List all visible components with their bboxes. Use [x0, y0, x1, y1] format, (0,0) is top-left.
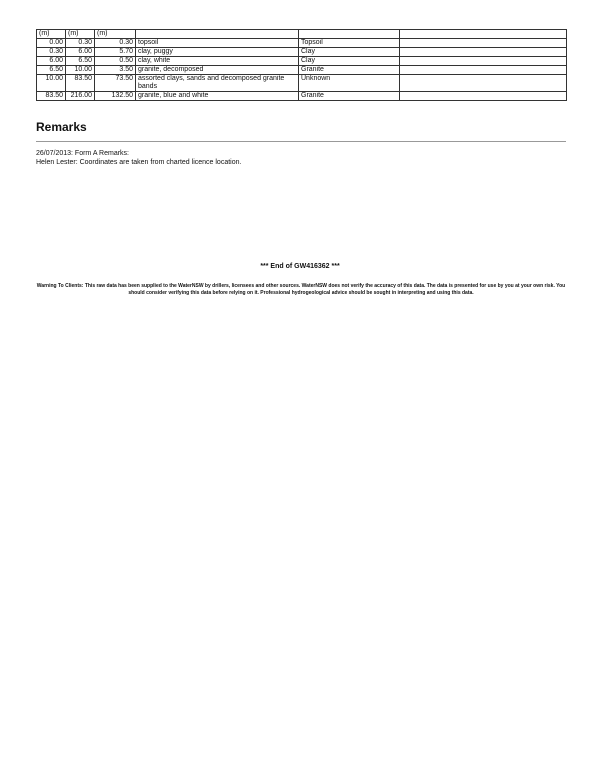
cell-comments — [400, 39, 567, 48]
cell-from: 10.00 — [37, 75, 66, 92]
table-row — [37, 39, 567, 48]
remarks-divider — [36, 141, 566, 142]
cell-material: Unknown — [299, 75, 400, 92]
cell-thickness: 73.50 — [95, 75, 136, 92]
table-row — [37, 75, 567, 92]
cell-material: Granite — [299, 66, 400, 75]
cell-description: granite, blue and white — [136, 92, 299, 101]
cell-to: 6.50 — [66, 57, 95, 66]
end-of-report-marker: *** End of GW416362 *** — [260, 263, 340, 270]
cell-thickness: 132.50 — [95, 92, 136, 101]
cell-description: clay, white — [136, 57, 299, 66]
header-description — [136, 30, 299, 39]
cell-material: Clay — [299, 57, 400, 66]
cell-to: 216.00 — [66, 92, 95, 101]
cell-description: clay, puggy — [136, 48, 299, 57]
cell-comments — [400, 57, 567, 66]
header-to: (m) — [66, 30, 95, 39]
warning-to-clients: Warning To Clients: This raw data has been supplied to the WaterNSW by drillers, licensees and other sources. WaterNSW does not verify the accuracy of this data. The data is presented for use by you at your own risk. You should consider verifying this data before relying on it. Professional hydrogeological advice should be sought in interpreting and using this data. — [36, 283, 566, 296]
header-thickness: (m) — [95, 30, 136, 39]
cell-to: 83.50 — [66, 75, 95, 92]
cell-to: 0.30 — [66, 39, 95, 48]
cell-description: granite, decomposed — [136, 66, 299, 75]
cell-material: Clay — [299, 48, 400, 57]
cell-material: Topsoil — [299, 39, 400, 48]
table-header-row — [37, 30, 567, 39]
cell-from: 6.00 — [37, 57, 66, 66]
header-material — [299, 30, 400, 39]
cell-from: 83.50 — [37, 92, 66, 101]
remarks-line: Helen Lester: Coordinates are taken from charted licence location. — [36, 159, 242, 166]
cell-to: 6.00 — [66, 48, 95, 57]
remarks-heading: Remarks — [36, 120, 87, 134]
remarks-line: 26/07/2013: Form A Remarks: — [36, 150, 129, 157]
cell-thickness: 3.50 — [95, 66, 136, 75]
cell-comments — [400, 66, 567, 75]
table-row — [37, 48, 567, 57]
cell-from: 6.50 — [37, 66, 66, 75]
cell-thickness: 0.50 — [95, 57, 136, 66]
table-row — [37, 92, 567, 101]
cell-comments — [400, 48, 567, 57]
cell-from: 0.30 — [37, 48, 66, 57]
cell-description: assorted clays, sands and decomposed granite bands — [136, 75, 299, 92]
cell-thickness: 5.70 — [95, 48, 136, 57]
cell-to: 10.00 — [66, 66, 95, 75]
cell-material: Granite — [299, 92, 400, 101]
cell-comments — [400, 92, 567, 101]
header-comments — [400, 30, 567, 39]
table-row — [37, 66, 567, 75]
drillers-log-table — [36, 29, 567, 101]
cell-description: topsoil — [136, 39, 299, 48]
table-row — [37, 57, 567, 66]
remarks-body — [36, 149, 566, 167]
header-from: (m) — [37, 30, 66, 39]
cell-comments — [400, 75, 567, 92]
cell-thickness: 0.30 — [95, 39, 136, 48]
cell-from: 0.00 — [37, 39, 66, 48]
